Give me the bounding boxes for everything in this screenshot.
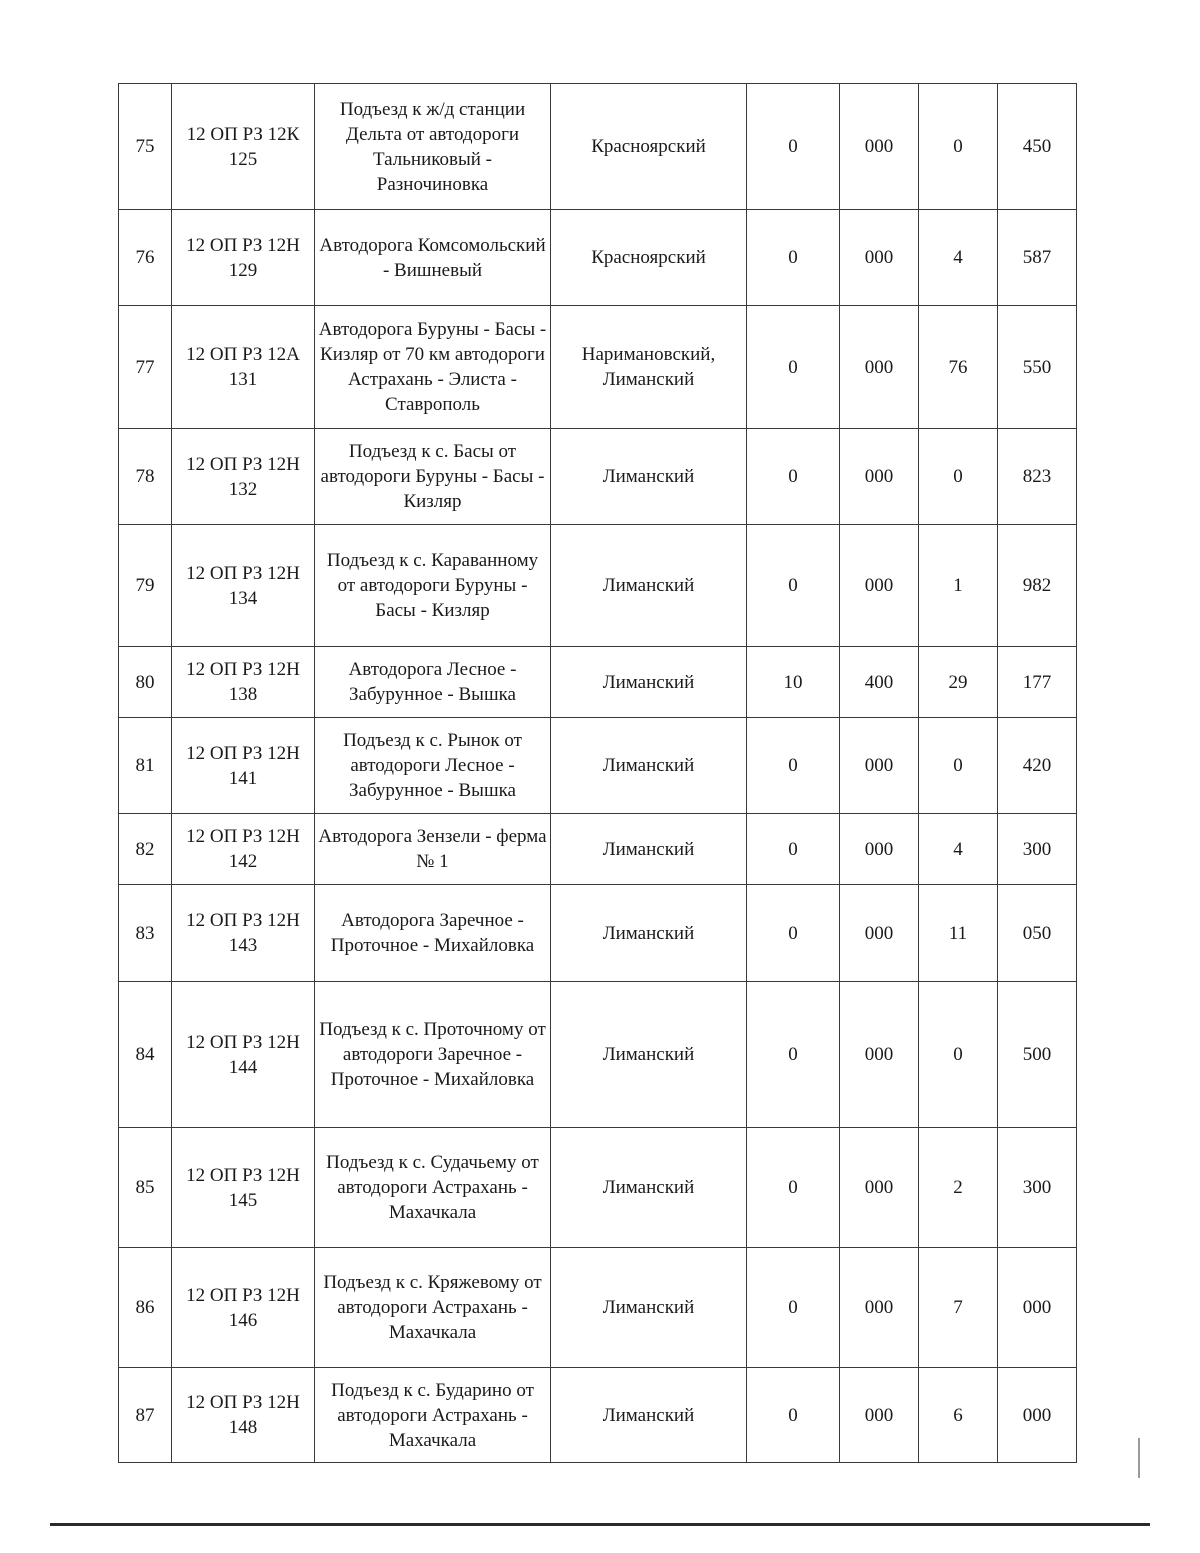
road-name-cell: Подъезд к с. Кряжевому от автодороги Астрахань - Махачкала [315, 1248, 551, 1368]
road-name-cell: Автодорога Лесное - Забурунное - Вышка [315, 647, 551, 718]
road-name-cell: Автодорога Зензели - ферма № 1 [315, 814, 551, 885]
table-row [119, 718, 1077, 814]
table-row [119, 429, 1077, 525]
scan-mark [1138, 1438, 1140, 1478]
table-row [119, 885, 1077, 982]
district-cell: Лиманский [551, 718, 747, 814]
end-km-cell: 76 [919, 306, 998, 429]
table-row [119, 306, 1077, 429]
start-km-cell: 0 [747, 885, 840, 982]
road-name-cell: Подъезд к с. Басы от автодороги Буруны - Басы - Кизляр [315, 429, 551, 525]
row-number-cell: 81 [119, 718, 172, 814]
start-m-cell: 000 [840, 429, 919, 525]
district-cell: Лиманский [551, 647, 747, 718]
end-m-cell: 300 [998, 814, 1077, 885]
end-m-cell: 300 [998, 1128, 1077, 1248]
row-number-cell: 84 [119, 982, 172, 1128]
road-name-cell: Автодорога Буруны - Басы - Кизляр от 70 км автодороги Астрахань - Элиста - Ставрополь [315, 306, 551, 429]
end-m-cell: 982 [998, 525, 1077, 647]
start-m-cell: 400 [840, 647, 919, 718]
table-row [119, 525, 1077, 647]
table-row [119, 814, 1077, 885]
start-m-cell: 000 [840, 210, 919, 306]
start-m-cell: 000 [840, 1248, 919, 1368]
district-cell: Лиманский [551, 525, 747, 647]
start-km-cell: 10 [747, 647, 840, 718]
start-km-cell: 0 [747, 814, 840, 885]
end-km-cell: 1 [919, 525, 998, 647]
district-cell: Лиманский [551, 1368, 747, 1463]
end-km-cell: 29 [919, 647, 998, 718]
start-km-cell: 0 [747, 1368, 840, 1463]
road-name-cell: Подъезд к с. Рынок от автодороги Лесное - Забурунное - Вышка [315, 718, 551, 814]
end-m-cell: 500 [998, 982, 1077, 1128]
row-number-cell: 80 [119, 647, 172, 718]
start-m-cell: 000 [840, 814, 919, 885]
table-row [119, 210, 1077, 306]
end-m-cell: 587 [998, 210, 1077, 306]
end-km-cell: 4 [919, 814, 998, 885]
end-m-cell: 823 [998, 429, 1077, 525]
table-body [119, 84, 1077, 1463]
table-row [119, 982, 1077, 1128]
district-cell: Красноярский [551, 84, 747, 210]
end-m-cell: 450 [998, 84, 1077, 210]
end-m-cell: 177 [998, 647, 1077, 718]
end-km-cell: 6 [919, 1368, 998, 1463]
bottom-rule [50, 1523, 1150, 1526]
start-m-cell: 000 [840, 525, 919, 647]
end-km-cell: 0 [919, 84, 998, 210]
road-name-cell: Подъезд к с. Бударино от автодороги Астрахань - Махачкала [315, 1368, 551, 1463]
road-name-cell: Подъезд к с. Судачьему от автодороги Астрахань - Махачкала [315, 1128, 551, 1248]
district-cell: Лиманский [551, 885, 747, 982]
row-number-cell: 85 [119, 1128, 172, 1248]
row-number-cell: 77 [119, 306, 172, 429]
road-code-cell: 12 ОП РЗ 12Н 143 [172, 885, 315, 982]
district-cell: Лиманский [551, 1128, 747, 1248]
district-cell: Красноярский [551, 210, 747, 306]
table-row [119, 1248, 1077, 1368]
end-km-cell: 7 [919, 1248, 998, 1368]
start-m-cell: 000 [840, 982, 919, 1128]
table-row [119, 647, 1077, 718]
start-km-cell: 0 [747, 1128, 840, 1248]
end-m-cell: 050 [998, 885, 1077, 982]
row-number-cell: 83 [119, 885, 172, 982]
road-code-cell: 12 ОП РЗ 12Н 144 [172, 982, 315, 1128]
road-code-cell: 12 ОП РЗ 12Н 134 [172, 525, 315, 647]
district-cell: Лиманский [551, 982, 747, 1128]
start-m-cell: 000 [840, 306, 919, 429]
end-km-cell: 11 [919, 885, 998, 982]
start-m-cell: 000 [840, 84, 919, 210]
table-row [119, 84, 1077, 210]
road-name-cell: Подъезд к с. Караванному от автодороги Буруны - Басы - Кизляр [315, 525, 551, 647]
road-code-cell: 12 ОП РЗ 12А 131 [172, 306, 315, 429]
table-row [119, 1128, 1077, 1248]
district-cell: Лиманский [551, 429, 747, 525]
start-km-cell: 0 [747, 84, 840, 210]
road-name-cell: Автодорога Заречное - Проточное - Михайловка [315, 885, 551, 982]
start-km-cell: 0 [747, 306, 840, 429]
end-m-cell: 000 [998, 1248, 1077, 1368]
road-name-cell: Подъезд к с. Проточному от автодороги Заречное - Проточное - Михайловка [315, 982, 551, 1128]
row-number-cell: 79 [119, 525, 172, 647]
district-cell: Лиманский [551, 814, 747, 885]
start-m-cell: 000 [840, 885, 919, 982]
road-code-cell: 12 ОП РЗ 12Н 148 [172, 1368, 315, 1463]
end-km-cell: 0 [919, 429, 998, 525]
row-number-cell: 86 [119, 1248, 172, 1368]
roads-table [118, 83, 1077, 1463]
district-cell: Наримановский, Лиманский [551, 306, 747, 429]
end-m-cell: 000 [998, 1368, 1077, 1463]
end-km-cell: 0 [919, 718, 998, 814]
start-m-cell: 000 [840, 1128, 919, 1248]
road-code-cell: 12 ОП РЗ 12Н 146 [172, 1248, 315, 1368]
road-name-cell: Автодорога Комсомольский - Вишневый [315, 210, 551, 306]
road-code-cell: 12 ОП РЗ 12Н 129 [172, 210, 315, 306]
end-km-cell: 0 [919, 982, 998, 1128]
road-code-cell: 12 ОП РЗ 12Н 145 [172, 1128, 315, 1248]
road-code-cell: 12 ОП РЗ 12Н 141 [172, 718, 315, 814]
start-m-cell: 000 [840, 1368, 919, 1463]
row-number-cell: 75 [119, 84, 172, 210]
start-km-cell: 0 [747, 1248, 840, 1368]
road-name-cell: Подъезд к ж/д станции Дельта от автодороги Тальниковый - Разночиновка [315, 84, 551, 210]
road-code-cell: 12 ОП РЗ 12Н 138 [172, 647, 315, 718]
road-code-cell: 12 ОП РЗ 12К 125 [172, 84, 315, 210]
end-m-cell: 550 [998, 306, 1077, 429]
row-number-cell: 78 [119, 429, 172, 525]
start-km-cell: 0 [747, 210, 840, 306]
end-m-cell: 420 [998, 718, 1077, 814]
start-m-cell: 000 [840, 718, 919, 814]
end-km-cell: 4 [919, 210, 998, 306]
row-number-cell: 76 [119, 210, 172, 306]
start-km-cell: 0 [747, 429, 840, 525]
end-km-cell: 2 [919, 1128, 998, 1248]
row-number-cell: 82 [119, 814, 172, 885]
row-number-cell: 87 [119, 1368, 172, 1463]
start-km-cell: 0 [747, 525, 840, 647]
start-km-cell: 0 [747, 982, 840, 1128]
table-row [119, 1368, 1077, 1463]
start-km-cell: 0 [747, 718, 840, 814]
road-code-cell: 12 ОП РЗ 12Н 142 [172, 814, 315, 885]
district-cell: Лиманский [551, 1248, 747, 1368]
road-code-cell: 12 ОП РЗ 12Н 132 [172, 429, 315, 525]
